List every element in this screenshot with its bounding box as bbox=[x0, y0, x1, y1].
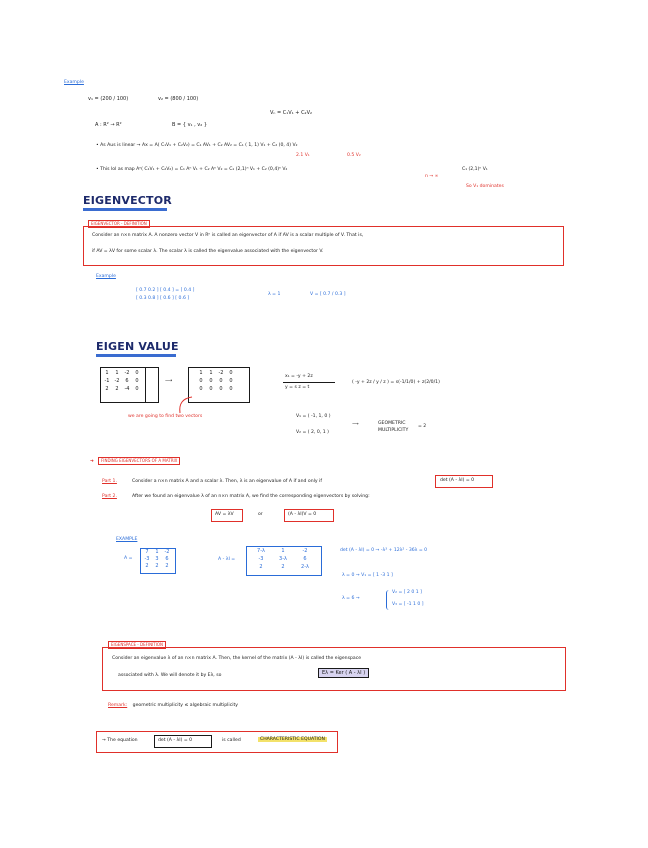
a-minus-lambda-label: A - λI = bbox=[218, 557, 236, 562]
eigenvector-definition-tag: EIGENVECTOR - DEFINITION bbox=[88, 220, 150, 228]
solution-bottom: y = s z = t bbox=[285, 385, 310, 390]
bullet-arrow: ➜ bbox=[90, 459, 94, 464]
matrix-a: 7 1 -2 -3 3 6 2 2 2 bbox=[144, 549, 170, 569]
solution-top: x₁ = -y + 2z bbox=[285, 374, 313, 379]
finding-eigenvectors-tag: FINDING EIGENVECTORS OF A MATRIX bbox=[98, 457, 180, 465]
eigenvalue-heading: EIGEN VALUE bbox=[96, 340, 179, 353]
example-label: Example bbox=[64, 80, 84, 85]
part1-label: Part 1. bbox=[102, 479, 117, 484]
augmented-matrix: 1 1 -2 0 -1 -2 6 0 2 2 -4 0 bbox=[104, 370, 139, 392]
eigenvector-definition-line1: Consider an n×n matrix A. A nonzero vector V in Rⁿ is called an eigenvector of A if AV is a scalar multiple of V. That is, bbox=[92, 233, 364, 238]
eigenvector-example-row1: [ 0.7 0.2 ] [ 0.4 ] = [ 0.4 ] bbox=[136, 288, 195, 293]
a-minus-lambda-matrix: 7-λ 1 -2 -3 3-λ 6 2 2 2-λ bbox=[257, 548, 309, 570]
part1-box-text: det (A - λI) = 0 bbox=[440, 478, 475, 483]
char-eq-pre: → The equation bbox=[102, 738, 138, 743]
char-eq-mid: is called bbox=[222, 738, 241, 743]
equation-box-b-text: (A - λI)V = 0 bbox=[288, 512, 317, 517]
equation-box-a-text: AV = λV bbox=[215, 512, 234, 517]
lambda-six-line: λ = 6 → bbox=[342, 596, 360, 601]
power-map-line: • This lol as map Aⁿ( C₁V₁ + C₂V₂) = C₁ Aⁿ V₁ + C₂ Aⁿ V₂ = C₁ (2,1)ⁿ V₁ + C₂ (0,4)ⁿ V₂ bbox=[96, 167, 288, 172]
aug-matrix-right-bracket bbox=[145, 367, 159, 403]
rref-matrix: 1 1 -2 0 0 0 0 0 0 0 0 0 bbox=[199, 370, 233, 392]
find-two-vectors-note: we are going to find two vectors bbox=[128, 414, 203, 419]
basis-definition: B = { v₁ , v₂ } bbox=[172, 122, 208, 128]
part1-text: Consider a n×n matrix A and a scalar λ. Then, λ is an eigenvalue of A if and only if bbox=[132, 479, 322, 484]
remark-line bbox=[108, 703, 238, 708]
limit-expression: C₁ (2,1)ⁿ V₁ bbox=[462, 167, 488, 172]
matrix-a-label: A = bbox=[124, 556, 133, 561]
characteristic-polynomial: det (A - λI) = 0 → -λ³ + 12λ² - 36λ = 0 bbox=[340, 548, 428, 553]
eigenspace-line2: associated with λ. We will denote it by Eλ, so bbox=[118, 673, 222, 678]
eigenspace-kernel-box: Eλ = Ker ( A - λI ) bbox=[318, 668, 369, 678]
characteristic-equation-highlight: CHARACTERISTIC EQUATION bbox=[260, 737, 325, 742]
geometric-multiplicity-value: = 2 bbox=[418, 424, 427, 429]
eigenvector-example-lambda: λ = 1 bbox=[268, 292, 281, 297]
v2-definition: v₂ = (800 / 100) bbox=[158, 96, 199, 102]
eigenspace-line1: Consider an eigenvalue λ of an n×n matrix A. Then, the kernel of the matrix (A - λI) is called the eigenspace bbox=[112, 656, 362, 661]
eigenvector-example-vector: V = [ 0.7 / 0.3 ] bbox=[310, 292, 346, 297]
limit-arrow-note: n → ∞ bbox=[425, 174, 439, 179]
eigenvector-heading: EIGENVECTOR bbox=[83, 194, 172, 207]
linearity-line: • As Aus is linear → Ax = A( C₁V₁ + C₂V₂) = C₁ AV₁ + C₂ AV₂ = C₁ ( 1, 1) V₁ + C₂ (0, 4) V₂ bbox=[96, 143, 298, 148]
lambda-six-brace bbox=[386, 590, 391, 610]
eigen-vector-2: V₂ = ( 2, 0, 1 ) bbox=[296, 430, 329, 435]
solution-combination: ( -y + 2z / y / z ) = s(-1/1/0) + z(2/0/1) bbox=[352, 380, 440, 385]
lambda-six-v3: V₃ = [ -1 1 0 ] bbox=[392, 602, 424, 607]
solution-arrow-line bbox=[283, 382, 335, 383]
eigenspace-definition-tag: EIGENSPACE - DEFINITION bbox=[108, 641, 166, 649]
v1-definition: v₁ = (200 / 100) bbox=[88, 96, 129, 102]
map-definition: A : R² → R² bbox=[95, 122, 122, 128]
lambda-zero-line: λ = 0 → V₁ = [ 1 -3 1 ] bbox=[342, 573, 393, 578]
part2-label: Part 2. bbox=[102, 494, 117, 499]
heading-underline bbox=[96, 354, 176, 357]
eigenvector-example-row2: [ 0.3 0.8 ] [ 0.6 ] [ 0.6 ] bbox=[136, 296, 190, 301]
eigen-vector-1: V₁ = ( -1, 1, 0 ) bbox=[296, 414, 331, 419]
vn-combination: Vₙ = C₁V₁ + C₂V₂ bbox=[270, 110, 312, 116]
eigenvector-definition-box bbox=[83, 226, 564, 266]
arrow-to-multiplicity: ⟶ bbox=[352, 422, 359, 427]
reduce-arrow: ⟶ bbox=[165, 378, 173, 384]
note-av2: 0.5 V₂ bbox=[347, 153, 361, 158]
remark-text: geometric multiplicity ≤ algebraic multiplicity bbox=[132, 703, 239, 708]
part2-text: After we found an eigenvalue λ of an n×n matrix A, we find the corresponding eigenvectors by solving: bbox=[132, 494, 370, 499]
remark-label: Remark: bbox=[108, 703, 128, 708]
heading-underline bbox=[83, 208, 167, 211]
char-eq-inner-text: det (A - λI) = 0 bbox=[158, 738, 193, 743]
lambda-six-v2: V₂ = [ 2 0 1 ] bbox=[392, 590, 422, 595]
or-text: or bbox=[258, 512, 263, 517]
dominates-note: So V₁ dominates bbox=[466, 184, 504, 189]
eigenvector-definition-line2: if AV = λV for some scalar λ. The scalar λ is called the eigenvalue associated with the eigenvector V. bbox=[92, 249, 324, 254]
geometric-multiplicity-label: GEOMETRIC MULTIPLICITY bbox=[378, 421, 409, 433]
example2-label: EXAMPLE bbox=[116, 537, 138, 542]
note-av1: 2.1 V₁ bbox=[296, 153, 310, 158]
eigenvector-example-label: Example bbox=[96, 274, 116, 279]
